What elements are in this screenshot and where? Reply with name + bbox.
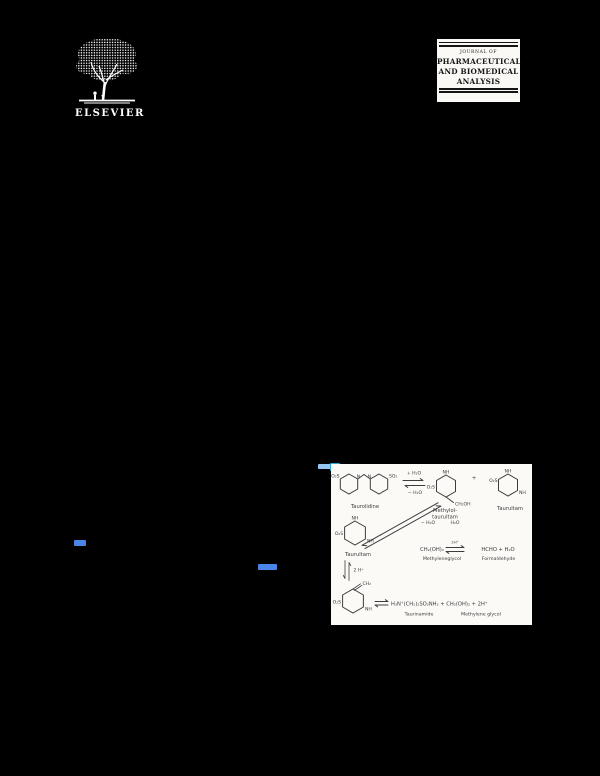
atom-nh: NH bbox=[442, 470, 450, 476]
atom-nh: NH bbox=[365, 607, 372, 613]
arrow1-label-bottom: − H₂O bbox=[407, 491, 423, 496]
equilibrium-arrow-3 bbox=[375, 600, 388, 607]
formula-formaldehyde: HCHO + H₂O bbox=[481, 547, 515, 553]
structure-methylol-taurultam bbox=[427, 470, 471, 508]
journal-title-line-4: ANALYSIS bbox=[456, 76, 501, 86]
atom-o2s: O₂S bbox=[332, 600, 341, 606]
atom-n: N bbox=[356, 474, 361, 480]
atom-nh: NH bbox=[367, 539, 374, 545]
atom-nh: NH bbox=[519, 491, 526, 496]
plus-sign: + bbox=[471, 475, 477, 482]
diagonal-label-1: − H₂O bbox=[420, 521, 436, 526]
tree-foliage bbox=[76, 38, 137, 81]
atom-ch2: CH₂ bbox=[362, 582, 372, 587]
citation-link-2[interactable] bbox=[258, 564, 277, 570]
journal-title-line-3: AND BIOMEDICAL bbox=[438, 66, 519, 76]
elsevier-logo bbox=[75, 36, 145, 119]
citation-link-1[interactable] bbox=[74, 540, 86, 546]
cover-rule-top-thin bbox=[439, 42, 518, 43]
atom-ch2oh: CH₂OH bbox=[455, 502, 471, 508]
label-taurultam-2: Taurultam bbox=[345, 552, 371, 558]
label-2h-plus: 2 H⁺ bbox=[353, 568, 364, 574]
label-formaldehyde: Formaldehyde bbox=[481, 557, 516, 562]
journal-title-line-1: JOURNAL OF bbox=[459, 49, 498, 55]
label-taurinamide: Taurinamide bbox=[404, 612, 434, 618]
equilibrium-arrow-vertical bbox=[343, 561, 351, 581]
cover-rule-top-thick bbox=[439, 45, 518, 47]
atom-n: N bbox=[367, 474, 372, 480]
elsevier-tree-icon bbox=[75, 36, 139, 106]
journal-cover-thumbnail bbox=[437, 39, 520, 102]
elsevier-wordmark: ELSEVIER bbox=[75, 108, 145, 119]
label-taurultam-1: Taurultam bbox=[497, 506, 523, 512]
atom-so2: SO₂ bbox=[389, 474, 398, 480]
cover-rule-bottom-thick bbox=[439, 88, 518, 90]
atom-nh: NH bbox=[504, 469, 512, 475]
reaction-scheme-figure bbox=[331, 464, 532, 625]
structure-taurultam-1 bbox=[489, 469, 526, 497]
non-solus-figure bbox=[93, 92, 96, 101]
structure-taurultam-2 bbox=[335, 516, 374, 546]
structure-taurolidine bbox=[331, 474, 397, 495]
label-methyleneglycol: Methyleneglycol bbox=[422, 557, 462, 562]
atom-nh: NH bbox=[351, 516, 359, 522]
atom-o2s: O₂S bbox=[331, 474, 340, 480]
diagonal-label-2: H₂O bbox=[450, 521, 460, 526]
label-methylol-taurultam-1: Methylol- bbox=[433, 508, 457, 514]
structure-methylene-intermediate bbox=[333, 581, 372, 613]
equilibrium-arrow-1 bbox=[403, 479, 425, 488]
arrow2-label: 2H⁺ bbox=[451, 539, 459, 545]
ground-line bbox=[79, 101, 135, 104]
formula-methyleneglycol: CH₂(OH)₂ bbox=[420, 547, 444, 553]
formula-taurinamide: H₃N⁺(CH₂)₂SO₂NH₂ + CH₂(OH)₂ + 2H⁺ bbox=[391, 601, 488, 608]
atom-o2s: O₂S bbox=[334, 531, 344, 537]
taurolidine-equilibrium-scheme bbox=[331, 464, 532, 625]
cover-rule-bottom-thin bbox=[439, 91, 518, 92]
label-taurolidine: Taurolidine bbox=[350, 504, 380, 510]
atom-o2s: O₂S bbox=[426, 485, 435, 491]
label-methylene-glycol: Methylene glycol bbox=[461, 612, 501, 618]
equilibrium-arrow-2 bbox=[446, 546, 464, 554]
journal-title-line-2: PHARMACEUTICAL bbox=[437, 57, 521, 67]
atom-o2s: O₂S bbox=[489, 479, 498, 484]
arrow1-label-top: + H₂O bbox=[406, 471, 422, 477]
label-methylol-taurultam-2: taurultam bbox=[432, 514, 458, 521]
